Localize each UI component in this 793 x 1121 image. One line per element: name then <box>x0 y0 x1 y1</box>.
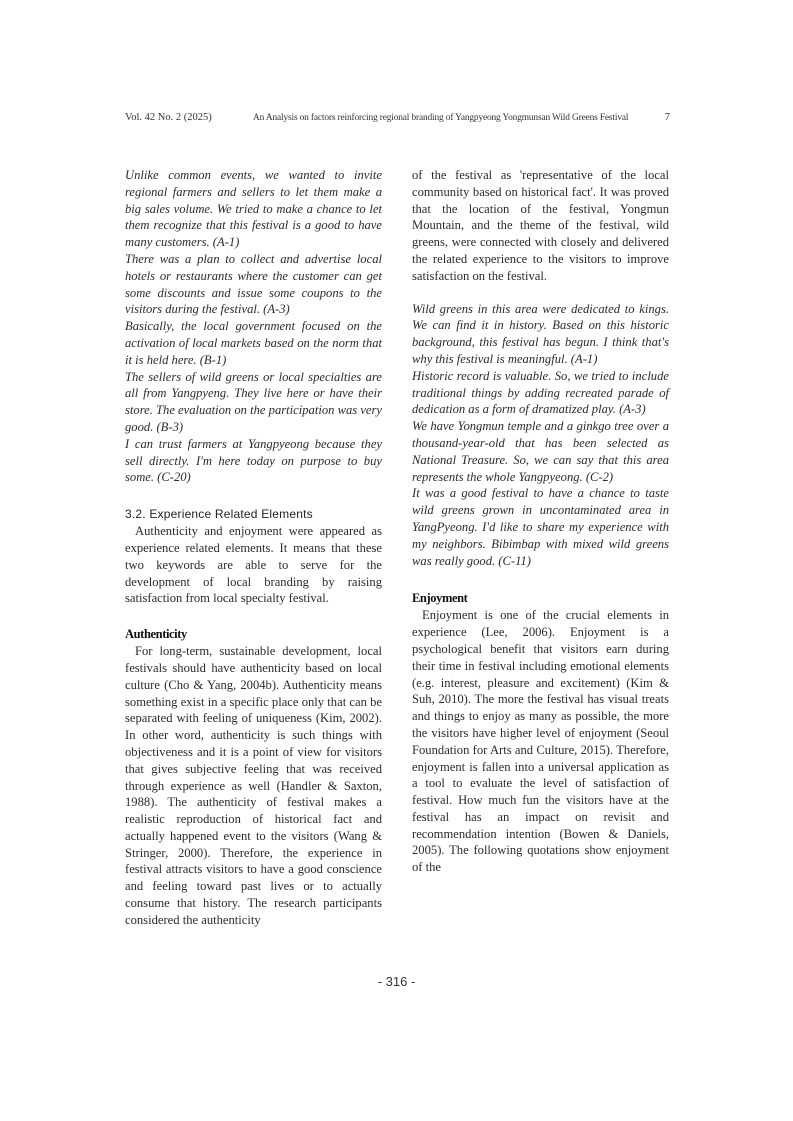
interview-quote: Wild greens in this area were dedicated to kings. We can find it in history. Based on this historic background, this festival has begun. I think that's why this festival is meaningful. (A-1) <box>412 301 669 366</box>
running-header <box>125 112 670 123</box>
volume-info: Vol. 42 No. 2 (2025) <box>125 112 212 123</box>
enjoyment-paragraph: Enjoyment is one of the crucial elements in experience (Lee, 2006). Enjoyment is a psychological benefit that visitors earn during their time in festival including emotional elements (e.g. interest, pleasure and excitement) (Kim & Suh, 2010). The more the festival has visual treats and things to enjoy as many as possible, the more the visitors have higher level of enjoyment (Seoul Foundation for Arts and Culture, 2015). Therefore, enjoyment is fallen into a universal application as a tool to evaluate the level of satisfaction of festival. How much fun the visitors have at the festival has an impact on revisit and recommendation intention (Bowen & Daniels, 2005). The following quotations show enjoyment of the <box>412 608 669 875</box>
interview-quote: Unlike common events, we wanted to invite regional farmers and sellers to let them make a big sales volume. We tried to make a chance to let them recognize that this festival is a good to have many customers. (A-1) <box>125 168 382 250</box>
interview-quote: Historic record is valuable. So, we tried to include traditional things by adding recreated parade of dedication as a form of dramatized play. (A-3) <box>412 368 669 417</box>
page-footer: - 316 - <box>377 974 416 989</box>
interview-quote: We have Yongmun temple and a ginkgo tree over a thousand-year-old that has been selected as National Treasure. So, we can say that this area represents the whole Yangpyeong. (C-2) <box>412 419 669 484</box>
enjoyment-heading: Enjoyment <box>412 591 468 606</box>
interview-quote: There was a plan to collect and advertise local hotels or restaurants where the customer can get some discounts and issue some coupons to the visitors during the festival. (A-3) <box>125 251 382 317</box>
continuation-paragraph: of the festival as 'representative of the local community based on historical fact'. It was proved that the location of the festival, Yongmun Mountain, and the theme of the festival, wild greens, were connected with closely and delivered the related experience to the visitors to improve satisfaction on the festival. <box>412 168 669 283</box>
right-column <box>412 167 669 876</box>
interview-quote: Basically, the local government focused on the activation of local markets based on the norm that it is held here. (B-1) <box>125 319 382 367</box>
interview-quote: It was a good festival to have a chance to taste wild greens grown in uncontaminated area in YangPyeong. I'd like to share my experience with my neighbors. Bibimbap with mixed wild greens was really good. (C-11) <box>412 486 669 568</box>
section-heading: 3.2. Experience Related Elements <box>125 507 313 522</box>
left-column <box>125 167 382 929</box>
authenticity-heading: Authenticity <box>125 627 187 642</box>
running-title: An Analysis on factors reinforcing regional branding of Yangpyeong Yongmunsan Wild Greens Festival <box>253 113 629 123</box>
authenticity-paragraph: For long-term, sustainable development, local festivals should have authenticity based on local culture (Cho & Yang, 2004b). Authenticity means something exist in a specific place only that can be separated with feeling of uniqueness (Kim, 2002). In other word, authenticity is such things with objectiveness and it is a point of view for visitors that gives subjective feeling that was received through experience as well (Handler & Saxton, 1988). The authenticity of festival makes a realistic reproduction of historical fact and actually happened event to the visitors (Wang & Stringer, 2000). Therefore, the experience in festival attracts visitors to have a good conscience and feeling toward past lives or to actually consume that history. The research participants considered the authenticity <box>125 644 382 927</box>
header-page-number: 7 <box>664 112 670 123</box>
interview-quote: The sellers of wild greens or local specialties are all from Yangpyeng. They live here or have their store. The evaluation on the participation was very good. (B-3) <box>125 369 382 434</box>
section-paragraph: Authenticity and enjoyment were appeared as experience related elements. It means that these two keywords are able to serve for the development of local branding by raising satisfaction from local specialty festival. <box>125 524 382 606</box>
interview-quote: I can trust farmers at Yangpyeong because they sell directly. I'm here today on purpose to buy some. (C-20) <box>125 436 382 485</box>
